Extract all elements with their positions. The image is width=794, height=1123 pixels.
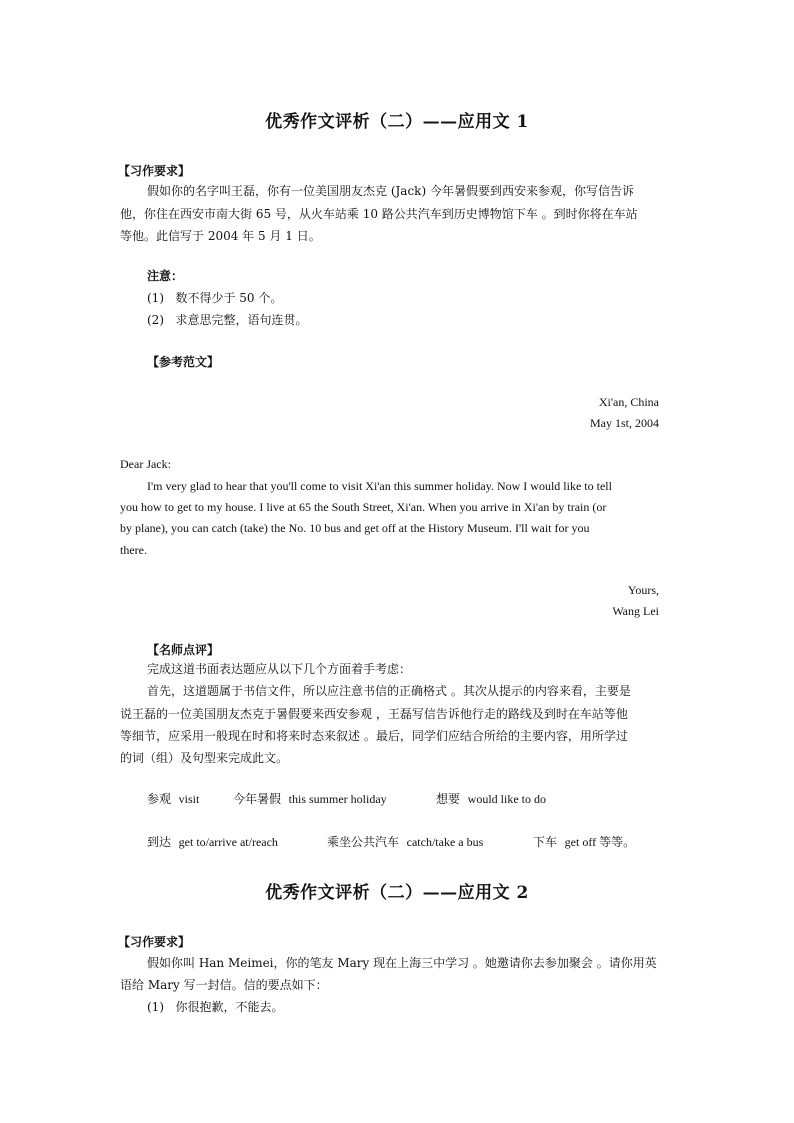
vocab-en: this summer holiday [288, 792, 387, 806]
vocab-en: catch/take a bus [406, 835, 484, 849]
vocab-cn: 到达 [147, 835, 172, 849]
vocab-item [327, 831, 483, 854]
comment-heading: 【名师点评】 [147, 643, 220, 657]
vocab-en: would like to do [467, 792, 546, 806]
note-item [147, 996, 283, 1018]
vocab-cn: 想要 [436, 792, 461, 806]
note-number: (2) [147, 313, 164, 327]
requirement-heading-2: 【习作要求】 [118, 935, 191, 949]
vocab-item [533, 831, 635, 854]
vocab-cn: 参观 [147, 792, 172, 806]
vocab-cn: 今年暑假 [233, 792, 282, 806]
requirement-line: 假如你叫 Han Meimei，你的笔友 Mary 现在上海三中学习 。她邀请你去参加聚会 。请你用英 [147, 956, 657, 970]
letter-closing: Yours, [627, 583, 659, 597]
note-text: 你很抱歉，不能去。 [175, 1000, 284, 1014]
vocab-item [147, 788, 199, 811]
letter-place: Xi'an, China [598, 395, 659, 409]
requirement-line: 等他。此信写于 2004 年 5 月 1 日。 [120, 229, 321, 243]
comment-line: 完成这道书面表达题应从以下几个方面着手考虑： [147, 662, 412, 676]
letter-date: May 1st, 2004 [590, 416, 659, 430]
letter-body-line: by plane), you can catch (take) the No. 10 bus and get off at the History Museum. I'll wait for you [120, 521, 590, 535]
vocab-cn: 下车 [533, 835, 558, 849]
note-number: (1) [147, 1000, 164, 1014]
vocab-item [233, 788, 387, 811]
note-heading: 注意： [147, 269, 184, 283]
comment-line: 首先，这道题属于书信文件，所以应注意书信的正确格式 。其次从提示的内容来看，主要是 [147, 684, 631, 698]
vocab-en: get to/arrive at/reach [178, 835, 278, 849]
vocab-item [436, 788, 546, 811]
note-item [147, 287, 282, 309]
letter-body-line: I'm very glad to hear that you'll come to visit Xi'an this summer holiday. Now I would like to tell [147, 479, 612, 493]
sample-heading: 【参考范文】 [147, 355, 220, 369]
page-title-2: 优秀作文评析（二）——应用文 2 [265, 883, 529, 903]
vocab-en: get off 等等。 [564, 835, 636, 849]
note-text: 数不得少于 50 个。 [175, 291, 283, 305]
comment-line: 等细节，应采用一般现在时和将来时态来叙述 。最后，同学们应结合所给的主要内容，用所学过 [120, 729, 628, 743]
vocab-item [147, 831, 278, 854]
note-text: 求意思完整，语句连贯。 [175, 313, 308, 327]
letter-body-line: there. [120, 543, 147, 557]
requirement-line: 语给 Mary 写一封信。信的要点如下： [120, 978, 328, 992]
letter-greeting: Dear Jack: [120, 457, 171, 471]
requirement-heading-1: 【习作要求】 [118, 164, 191, 178]
letter-body-line: you how to get to my house. I live at 65 the South Street, Xi'an. When you arrive in Xi'an by train (or [120, 500, 607, 514]
comment-line: 的词（组）及句型来完成此文。 [120, 751, 289, 765]
page-title-1: 优秀作文评析（二）——应用文 1 [265, 112, 529, 132]
requirement-line: 他，你住在西安市南大街 65 号，从火车站乘 10 路公共汽车到历史博物馆下车 。到时你将在车站 [120, 207, 638, 221]
letter-signature: Wang Lei [612, 604, 659, 618]
note-item [147, 309, 307, 331]
note-number: (1) [147, 291, 164, 305]
vocab-en: visit [178, 792, 200, 806]
requirement-line: 假如你的名字叫王磊，你有一位美国朋友杰克 (Jack) 今年暑假要到西安来参观，你写信告诉 [147, 184, 634, 198]
comment-line: 说王磊的一位美国朋友杰克于暑假要来西安参观 ，王磊写信告诉他行走的路线及到时在车站等他 [120, 707, 628, 721]
vocab-cn: 乘坐公共汽车 [327, 835, 400, 849]
